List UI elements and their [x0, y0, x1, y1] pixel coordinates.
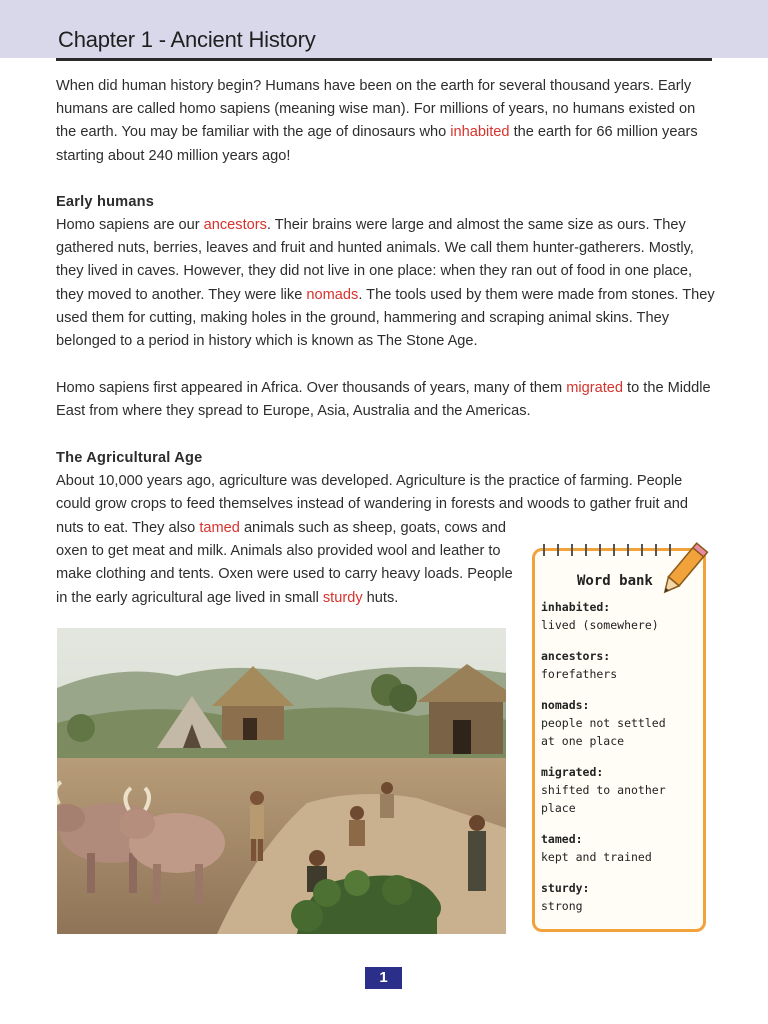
title-divider: [56, 58, 712, 61]
word-bank-entry: [541, 648, 701, 683]
word-bank-term: tamed:: [541, 832, 583, 846]
text-run: About 10,000 years ago, agriculture was developed. Agriculture is the practice of farming. People could grow crops to feed themselves instead of wandering in forests and woods to gather fruit and: [56, 473, 688, 513]
word-bank-entry: [541, 831, 701, 866]
word-bank-entry: [541, 764, 701, 817]
section-heading-early-humans: Early humans: [56, 194, 155, 210]
migration-paragraph: [56, 377, 716, 423]
early-humans-paragraph: [56, 214, 716, 353]
word-bank-definition: people not settled at one place: [541, 716, 666, 748]
agricultural-paragraph-1: [56, 470, 716, 516]
text-run: . The tools used by them were made from stones. They used them for cutting, making holes in the ground, hammering and scraping animal skins. They belonged to a period in history which is known as The Stone Age.: [56, 286, 715, 350]
word-bank-term: ancestors:: [541, 649, 611, 663]
vocab-highlight: nomads: [306, 286, 359, 303]
text-run: huts.: [362, 589, 399, 606]
word-bank-definition: lived (somewhere): [541, 618, 659, 632]
text-run: When did human history begin? Humans have been on the earth for several thousand years. Early humans are called homo sapiens (meaning wise man). For millions of years, no humans existed on the earth. You may be familiar with the age of dinosaurs who: [56, 78, 696, 141]
word-bank-definition: forefathers: [541, 667, 618, 681]
word-bank-list: [541, 599, 701, 929]
text-run: Homo sapiens are our: [56, 217, 204, 233]
text-run: animals such as sheep, goats, cows and oxen to get meat and milk. Animals also provided wool and leather to make clothing and tents. Oxen were used to carry heavy loads. People in the early agricultural age lived in small: [56, 520, 513, 606]
text-run: the earth for 66 million years starting about 240 million years ago!: [56, 124, 698, 164]
agricultural-paragraph-2: [56, 517, 516, 610]
word-bank-card: [530, 546, 708, 934]
section-heading-agricultural-age: The Agricultural Age: [56, 450, 203, 466]
text-run: . Their brains were large and almost the same size as ours. They gathered nuts, berries, leaves and fruit and hunted animals. We call them hunter-gatherers. Mostly, they lived in caves. However, they did not live in one place: when they ran out of food in one place, they moved to another. They were like: [56, 217, 694, 303]
word-bank-definition: kept and trained: [541, 850, 652, 864]
word-bank-entry: [541, 880, 701, 915]
pencil-icon: [650, 538, 714, 602]
word-bank-term: sturdy:: [541, 881, 590, 895]
word-bank-entry: [541, 599, 701, 634]
vocab-highlight: inhabited: [450, 124, 510, 141]
word-bank-entry: [541, 697, 701, 750]
word-bank-term: nomads:: [541, 698, 590, 712]
agricultural-village-illustration: [57, 628, 506, 934]
text-run: Homo sapiens first appeared in Africa. Over thousands of years, many of them: [56, 380, 567, 396]
intro-paragraph: [56, 75, 716, 168]
page-number: 1: [365, 967, 402, 989]
text-run: nuts to eat. They also: [56, 520, 200, 536]
vocab-highlight: migrated: [566, 380, 623, 396]
text-run: to the Middle East from where they spread to Europe, Asia, Australia and the Americas.: [56, 380, 711, 420]
word-bank-definition: strong: [541, 899, 583, 913]
word-bank-term: migrated:: [541, 765, 604, 779]
word-bank-definition: shifted to another place: [541, 783, 666, 815]
chapter-title: Chapter 1 - Ancient History: [58, 27, 316, 52]
word-bank-title: Word bank: [577, 573, 653, 589]
vocab-highlight: sturdy: [322, 589, 363, 606]
vocab-highlight: tamed: [199, 520, 240, 536]
word-bank-term: inhabited:: [541, 600, 611, 614]
vocab-highlight: ancestors: [203, 217, 267, 233]
